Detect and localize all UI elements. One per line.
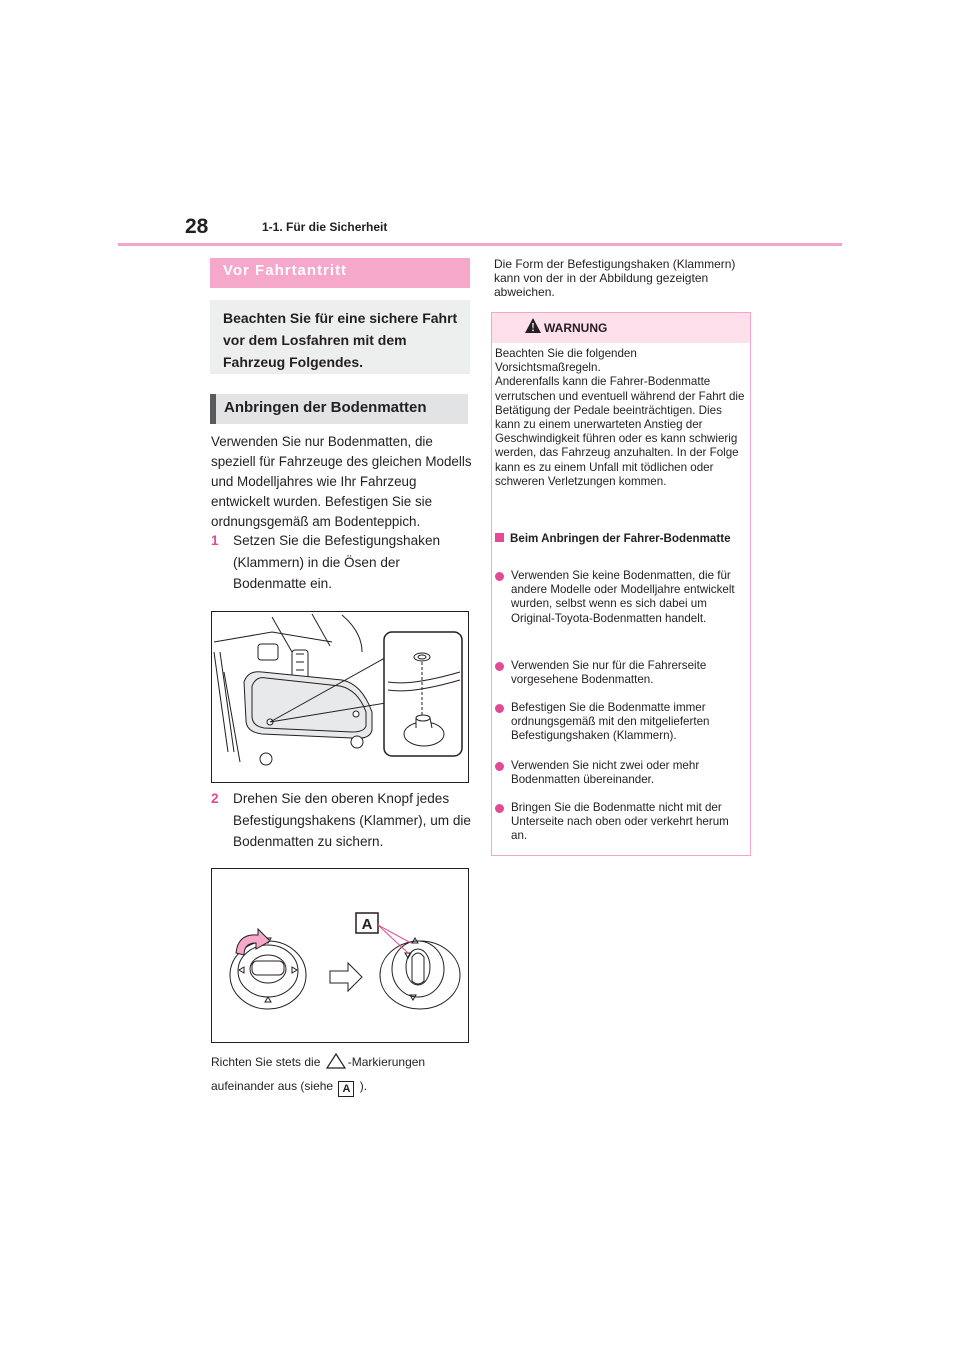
shape-note: Die Form der Befestigungshaken (Klammern) kann von der in der Abbildung gezeigten abweichen.: [494, 257, 736, 299]
note-text-3: ).: [359, 1079, 368, 1093]
warning-intro: [495, 347, 745, 489]
mats-heading-text: Anbringen der Bodenmatten: [224, 399, 427, 416]
hook-rotation-drawing: [212, 869, 468, 1042]
warning-title: WARNUNG: [544, 321, 608, 335]
note-text-1: Richten Sie stets die: [211, 1055, 321, 1069]
bullet-dot-icon: [495, 804, 504, 813]
note-text-2: -Markierungen aufeinander aus (siehe: [211, 1055, 426, 1093]
triangle-mark-icon: [326, 1053, 346, 1069]
intro-text: Beachten Sie für eine sichere Fahrt vor dem Losfahren mit dem Fahrzeug Folgendes.: [223, 310, 458, 370]
warning-header: [492, 313, 750, 343]
banner-title: Vor Fahrtantritt: [223, 262, 348, 279]
warning-subheading: [495, 532, 745, 546]
warning-bullet: [495, 569, 745, 626]
heading-bar: [210, 394, 216, 424]
bullet-text: Verwenden Sie nicht zwei oder mehr Bodenmatten übereinander.: [511, 759, 700, 787]
warning-box: [491, 312, 751, 856]
warning-bullet: [495, 759, 745, 787]
section-title: 1-1. Für die Sicherheit: [262, 220, 388, 234]
mats-heading: [210, 394, 468, 424]
bullet-dot-icon: [495, 572, 504, 581]
bullet-dot-icon: [495, 762, 504, 771]
warning-subheading-text: Beim Anbringen der Fahrer-Bodenmatte: [510, 532, 731, 545]
figure-label-a: A: [361, 916, 373, 933]
section-banner: [210, 258, 470, 288]
warning-triangle-icon: [524, 317, 542, 334]
page-number: 28: [185, 215, 209, 238]
step-text: Drehen Sie den oberen Knopf jedes Befestigungshakens (Klammer), um die Bodenmatten zu sichern.: [233, 791, 471, 849]
step-number: 2: [211, 791, 219, 806]
step-2: [211, 788, 471, 853]
bullet-dot-icon: [495, 704, 504, 713]
mats-paragraph: Verwenden Sie nur Bodenmatten, die speziell für Fahrzeuge des gleichen Modells und Modelljahres wie Ihr Fahrzeug entwickelt wurden. Befestigen Sie sie ordnungsgemäß am Bodenteppich.: [211, 434, 472, 530]
hook-rotation-illustration: [211, 868, 469, 1043]
floor-mat-drawing: [212, 612, 468, 782]
step-1: [211, 530, 471, 595]
step-number: 1: [211, 533, 219, 548]
intro-box: [210, 300, 470, 374]
warning-intro-2: Anderenfalls kann die Fahrer-Bodenmatte verrutschen und eventuell während der Fahrt die Betätigung der Pedale beeinträchtigen. Dies kann zu einem unerwarteten Anstieg der Geschwindigkeit führen oder es kann schwierig werden, das Fahrzeug anzuhalten. In der Folge kann es zu einem Unfall mit tödlichen oder schweren Verletzungen kommen.: [495, 375, 745, 488]
step-text: Setzen Sie die Befestigungshaken (Klammern) in die Ösen der Bodenmatte ein.: [233, 533, 441, 591]
bullet-text: Verwenden Sie nur für die Fahrerseite vorgesehene Bodenmatten.: [511, 659, 707, 687]
warning-bullet: [495, 659, 745, 687]
bullet-text: Bringen Sie die Bodenmatte nicht mit der Unterseite nach oben oder verkehrt herum an.: [511, 801, 729, 843]
square-bullet-icon: [495, 533, 504, 542]
bullet-text: Befestigen Sie die Bodenmatte immer ordnungsgemäß mit den mitgelieferten Befestigungshaken (Klammern).: [511, 701, 710, 743]
warning-intro-1: Beachten Sie die folgenden Vorsichtsmaßregeln.: [495, 347, 637, 375]
warning-bullet: [495, 701, 745, 744]
floor-mat-illustration: [211, 611, 469, 783]
label-a-icon: A: [338, 1081, 354, 1097]
bullet-dot-icon: [495, 662, 504, 671]
bullet-text: Verwenden Sie keine Bodenmatten, die für andere Modelle oder Modelljahre entwickelt wurden, selbst wenn es sich dabei um Original-Toyota-Bodenmatten handelt.: [511, 569, 735, 625]
header-divider: [118, 243, 842, 246]
warning-bullet: [495, 801, 745, 844]
alignment-note: [211, 1050, 481, 1098]
